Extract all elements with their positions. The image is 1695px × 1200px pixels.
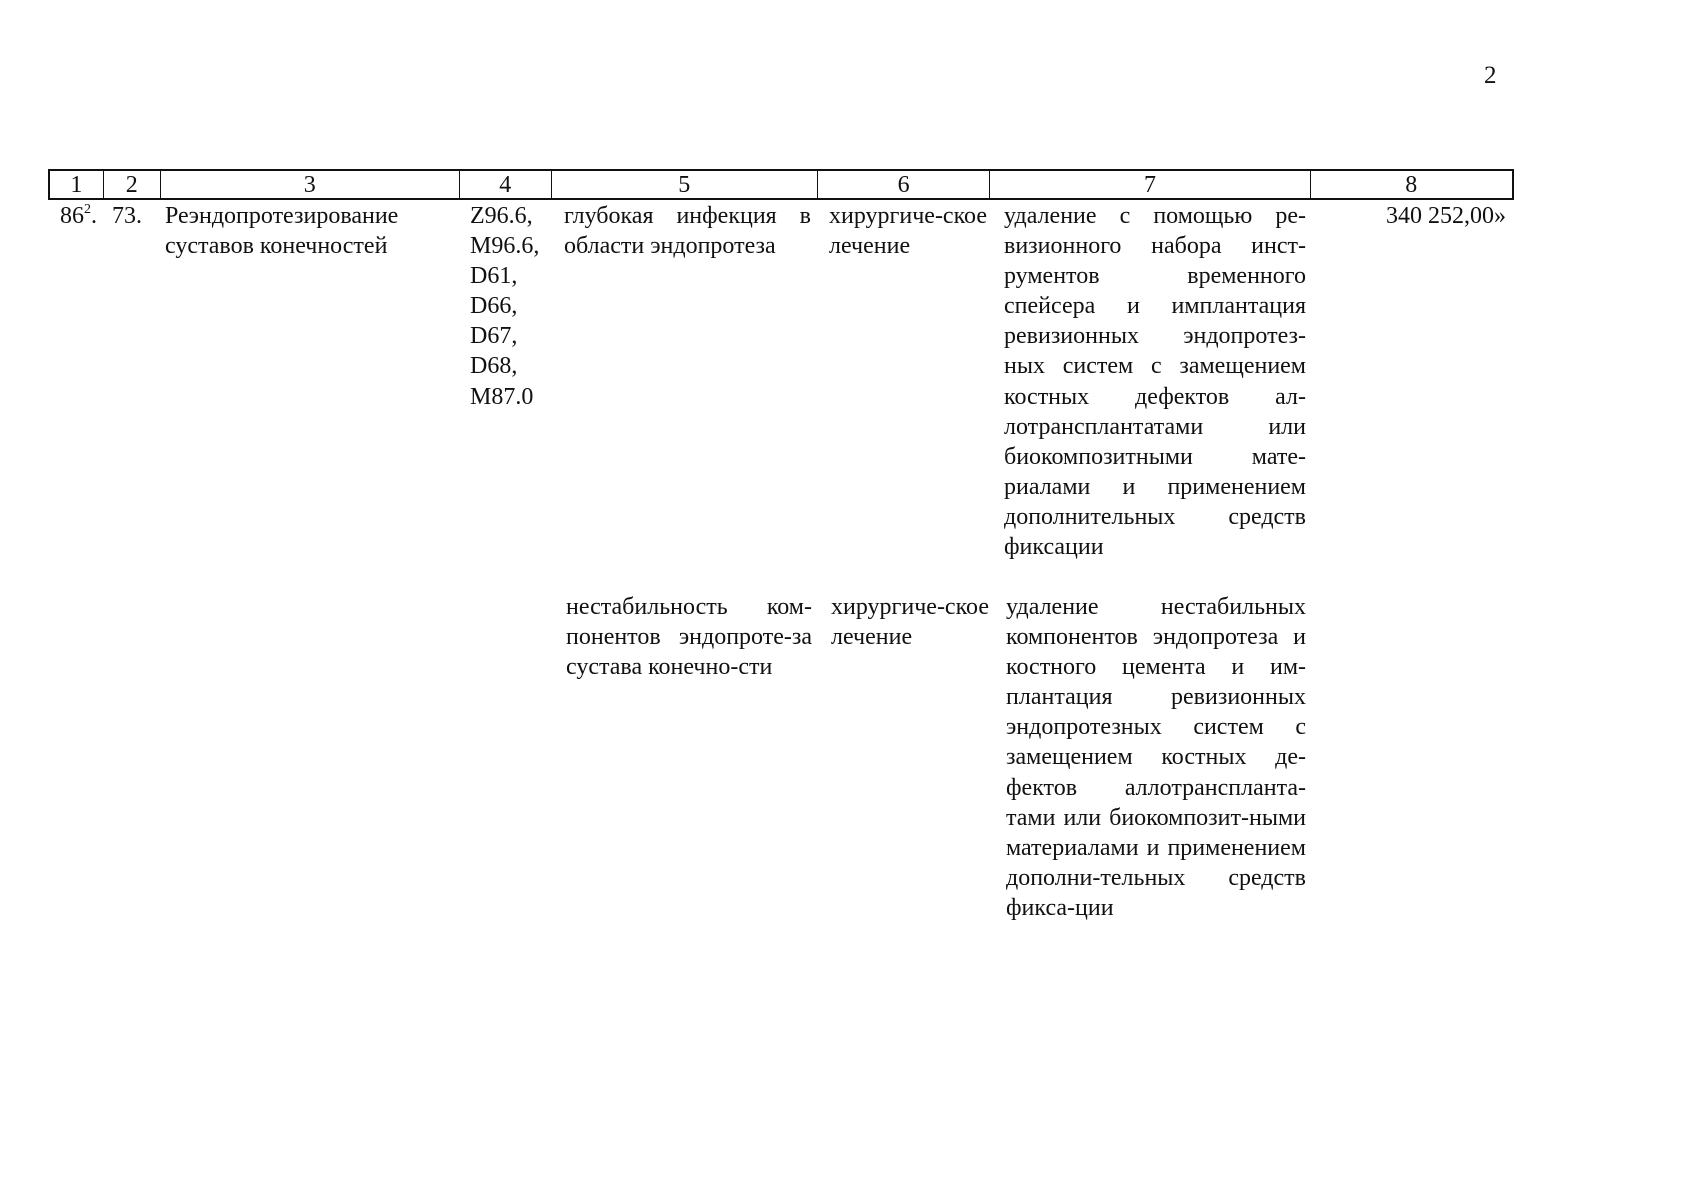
price: 340 252,00» (1386, 203, 1506, 229)
diagnosis-code: M87.0 (470, 383, 534, 410)
column-header-6: 6 (818, 171, 991, 198)
condition-1: глубокая инфекция в области эндопротеза (564, 203, 811, 260)
diagnosis-code: D68, (470, 353, 518, 380)
column-header-3: 3 (161, 171, 460, 198)
treatment-2: хирургиче-ское лечение (831, 594, 989, 651)
treatment-1: хирургиче-ское лечение (829, 203, 987, 260)
row-number-superscript: 2 (84, 202, 91, 217)
group-number: 73. (112, 203, 142, 229)
column-header-1: 1 (50, 171, 104, 198)
row-number (60, 201, 108, 231)
method-2: удаление нестабильных компонентов эндопротеза и костного цемента и им-плантация ревизионных эндопротезных систем с замещением костных де-фектов аллотранспланта-тами или биокомпозит-ными материалами и применением дополни-тельных средств фикса-ции (1006, 594, 1306, 921)
row-number-main: 86 (60, 203, 84, 229)
page-number: 2 (1484, 62, 1497, 89)
table-header (48, 169, 1514, 200)
column-header-2: 2 (104, 171, 161, 198)
condition-2: нестабильность ком-понентов эндопроте-за сустава конечно-сти (566, 594, 812, 681)
column-header-4: 4 (460, 171, 552, 198)
diagnosis-codes (470, 201, 552, 412)
diagnosis-code: D66, (470, 293, 518, 320)
diagnosis-code: M96.6, (470, 233, 540, 260)
column-header-5: 5 (552, 171, 818, 198)
diagnosis-code: D61, (470, 263, 518, 290)
method-1: удаление с помощью ре-визионного набора инст-рументов временного спейсера и имплантация ревизионных эндопротез-ных систем с замещением костных дефектов ал-лотрансплантатами или биокомпозитными мате-риалами и применением дополнительных средств фиксации (1004, 203, 1306, 561)
column-header-8: 8 (1405, 172, 1418, 198)
row-number-suffix: . (91, 203, 97, 229)
column-header-7: 7 (990, 171, 1310, 198)
diagnosis-code: Z96.6, (470, 203, 533, 229)
diagnosis-code: D67, (470, 323, 518, 350)
procedure-name: Реэндопротезирование суставов конечностей (165, 203, 399, 260)
